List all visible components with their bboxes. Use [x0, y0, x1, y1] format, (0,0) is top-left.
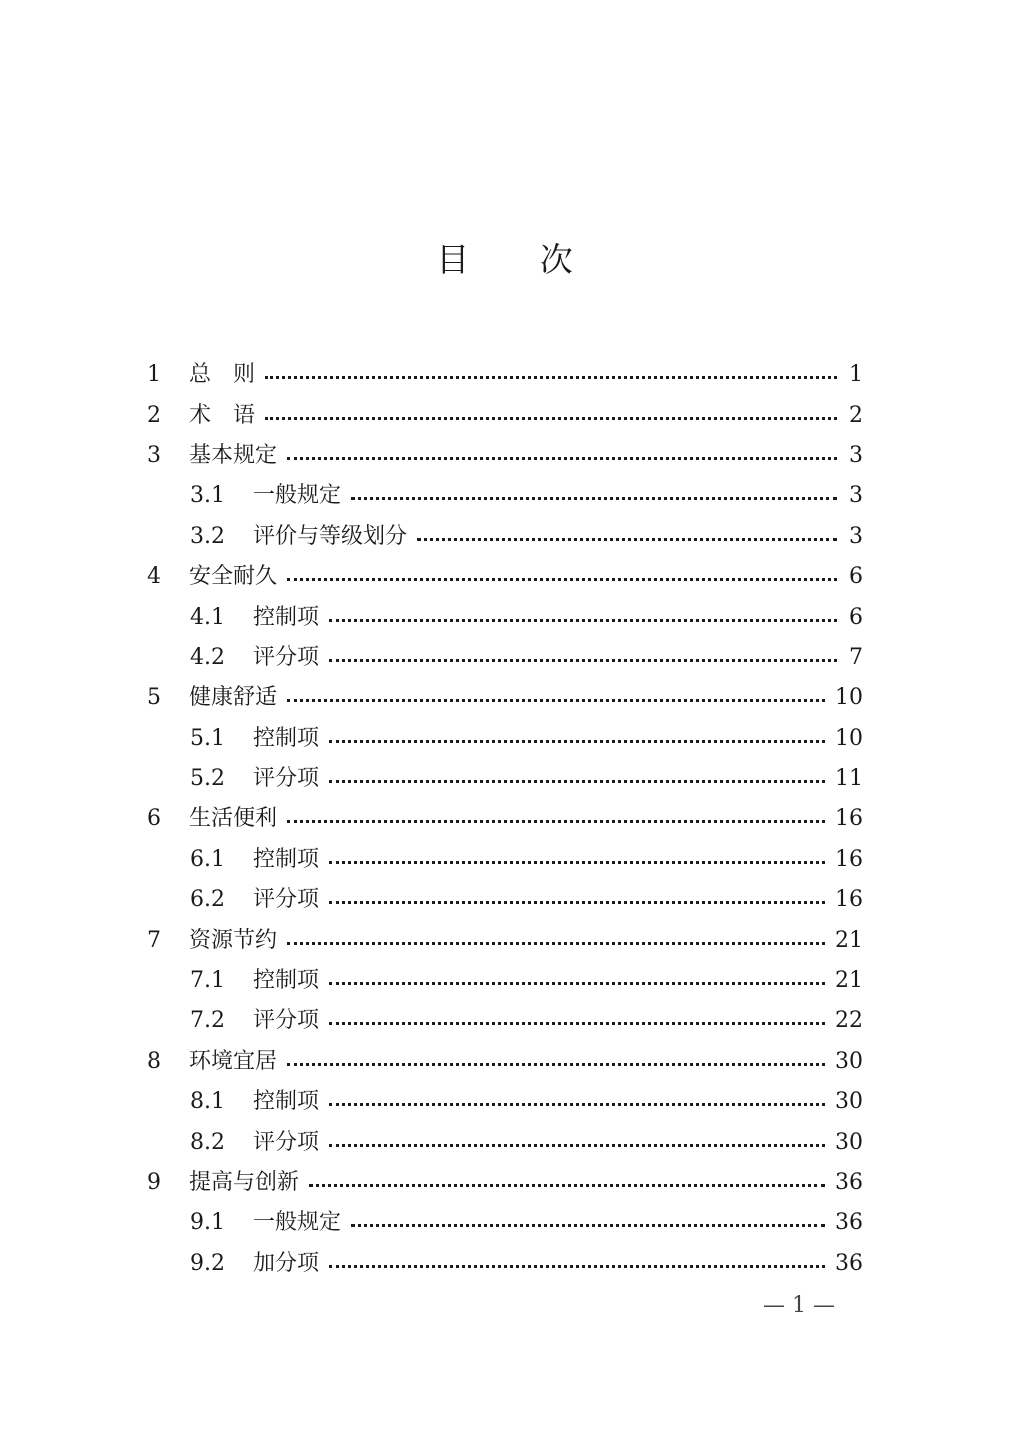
toc-entry-page-number: 22 — [835, 1008, 863, 1034]
toc-entry-number: 1 — [147, 362, 161, 388]
toc-entry-number: 6.2 — [190, 887, 225, 913]
toc-entry-number: 4.2 — [190, 644, 225, 670]
toc-entry-number: 7 — [147, 927, 161, 953]
table-of-contents — [147, 355, 863, 1284]
toc-entry-number: 3.2 — [190, 523, 225, 549]
toc-entry[interactable] — [147, 517, 863, 557]
toc-entry-number: 4 — [147, 564, 161, 590]
toc-dot-leader — [287, 678, 825, 718]
toc-dot-leader — [287, 557, 837, 597]
toc-dot-leader — [329, 1244, 825, 1284]
toc-dot-leader — [329, 880, 825, 920]
toc-dot-leader — [287, 921, 825, 961]
toc-entry-page-number: 30 — [835, 1129, 863, 1155]
toc-entry-page-number: 7 — [849, 644, 863, 670]
toc-dot-leader — [265, 355, 837, 395]
toc-entry-label: 控制项 — [253, 604, 320, 630]
toc-entry[interactable] — [147, 476, 863, 516]
toc-entry[interactable] — [147, 1244, 863, 1284]
toc-entry-page-number: 2 — [849, 402, 863, 428]
toc-dot-leader — [287, 436, 837, 476]
toc-entry[interactable] — [147, 880, 863, 920]
toc-entry-label: 资源节约 — [189, 927, 278, 953]
toc-entry-number: 4.1 — [190, 604, 225, 630]
toc-dot-leader — [329, 719, 825, 759]
toc-dot-leader — [329, 1082, 825, 1122]
toc-entry-label: 生活便利 — [189, 806, 278, 832]
toc-entry-number: 5 — [147, 685, 161, 711]
toc-entry-page-number: 10 — [835, 685, 863, 711]
toc-entry-label: 控制项 — [253, 846, 320, 872]
toc-entry[interactable] — [147, 638, 863, 678]
toc-entry-number: 9 — [147, 1170, 161, 1195]
toc-entry-page-number: 21 — [835, 927, 863, 953]
toc-entry-label: 控制项 — [253, 1089, 320, 1115]
toc-entry-number: 7.2 — [190, 1008, 225, 1034]
page-number-footer: — 1 — — [763, 1293, 835, 1318]
toc-entry[interactable] — [147, 719, 863, 759]
toc-entry-label: 安全耐久 — [189, 564, 278, 590]
toc-entry-page-number: 21 — [835, 968, 863, 994]
toc-entry[interactable] — [147, 1122, 863, 1162]
toc-entry-page-number: 10 — [835, 725, 863, 751]
toc-entry-page-number: 6 — [849, 564, 863, 590]
toc-dot-leader — [287, 1042, 825, 1082]
toc-entry-label: 控制项 — [253, 968, 320, 994]
toc-entry-page-number: 36 — [835, 1210, 863, 1236]
toc-entry[interactable] — [147, 395, 863, 435]
toc-entry-number: 7.1 — [190, 968, 225, 994]
toc-entry-number: 8.2 — [190, 1129, 225, 1155]
toc-entry-label: 评分项 — [253, 766, 320, 792]
toc-dot-leader — [329, 638, 837, 678]
toc-entry-label: 总 则 — [189, 362, 256, 388]
toc-entry-page-number: 36 — [835, 1250, 863, 1276]
toc-entry[interactable] — [147, 678, 863, 718]
toc-dot-leader — [329, 840, 825, 880]
toc-dot-leader — [287, 799, 825, 839]
toc-entry-number: 6 — [147, 806, 161, 832]
toc-entry[interactable] — [147, 920, 863, 960]
toc-entry-label: 控制项 — [253, 725, 320, 751]
toc-entry[interactable] — [147, 1163, 863, 1203]
toc-entry-page-number: 6 — [849, 604, 863, 630]
toc-entry-page-number: 3 — [849, 442, 863, 468]
toc-entry[interactable] — [147, 355, 863, 395]
toc-dot-leader — [329, 1001, 825, 1041]
toc-entry[interactable] — [147, 597, 863, 637]
toc-entry-number: 5.1 — [190, 725, 225, 751]
toc-entry[interactable] — [147, 799, 863, 839]
toc-entry-number: 9.2 — [190, 1250, 225, 1276]
toc-entry[interactable] — [147, 1203, 863, 1243]
toc-entry-label: 基本规定 — [189, 442, 278, 468]
toc-dot-leader — [417, 517, 837, 557]
toc-entry-page-number: 16 — [835, 846, 863, 872]
toc-entry-number: 6.1 — [190, 846, 225, 872]
toc-entry-label: 评分项 — [253, 1129, 320, 1155]
toc-entry-number: 9.1 — [190, 1210, 225, 1236]
toc-entry-label: 一般规定 — [253, 1210, 342, 1236]
toc-entry-number: 8 — [147, 1048, 161, 1074]
toc-dot-leader — [329, 1123, 825, 1163]
toc-entry-label: 环境宜居 — [189, 1048, 278, 1074]
toc-entry[interactable] — [147, 840, 863, 880]
toc-entry-label: 一般规定 — [253, 483, 342, 509]
toc-entry-page-number: 11 — [835, 766, 863, 792]
toc-entry[interactable] — [147, 1001, 863, 1041]
toc-entry-page-number: 3 — [849, 483, 863, 509]
toc-entry-page-number: 16 — [835, 887, 863, 913]
toc-dot-leader — [329, 961, 825, 1001]
toc-dot-leader — [329, 759, 825, 799]
toc-entry-number: 3.1 — [190, 483, 225, 509]
toc-entry-label: 健康舒适 — [189, 685, 278, 711]
toc-entry-page-number: 36 — [835, 1170, 863, 1195]
toc-entry-page-number: 30 — [835, 1048, 863, 1074]
toc-entry-page-number: 3 — [849, 523, 863, 549]
toc-dot-leader — [351, 476, 837, 516]
toc-entry[interactable] — [147, 436, 863, 476]
toc-entry[interactable] — [147, 961, 863, 1001]
toc-dot-leader — [309, 1163, 825, 1203]
toc-entry[interactable] — [147, 1042, 863, 1082]
toc-entry-label: 评分项 — [253, 887, 320, 913]
toc-entry-number: 2 — [147, 402, 161, 428]
toc-entry-label: 加分项 — [253, 1250, 320, 1276]
toc-dot-leader — [265, 396, 837, 436]
toc-entry-page-number: 1 — [849, 362, 863, 388]
page-title: 目 次 — [436, 240, 603, 279]
toc-entry-number: 5.2 — [190, 766, 225, 792]
toc-dot-leader — [351, 1203, 825, 1243]
toc-entry[interactable] — [147, 1082, 863, 1122]
toc-entry[interactable] — [147, 759, 863, 799]
toc-entry-label: 评分项 — [253, 644, 320, 670]
toc-entry-label: 术 语 — [189, 402, 256, 428]
toc-entry-label: 提高与创新 — [189, 1170, 300, 1195]
toc-entry-label: 评价与等级划分 — [253, 523, 408, 549]
toc-entry-page-number: 16 — [835, 806, 863, 832]
toc-entry[interactable] — [147, 557, 863, 597]
toc-entry-number: 8.1 — [190, 1089, 225, 1115]
toc-entry-page-number: 30 — [835, 1089, 863, 1115]
toc-entry-label: 评分项 — [253, 1008, 320, 1034]
toc-dot-leader — [329, 598, 837, 638]
toc-entry-number: 3 — [147, 442, 161, 468]
